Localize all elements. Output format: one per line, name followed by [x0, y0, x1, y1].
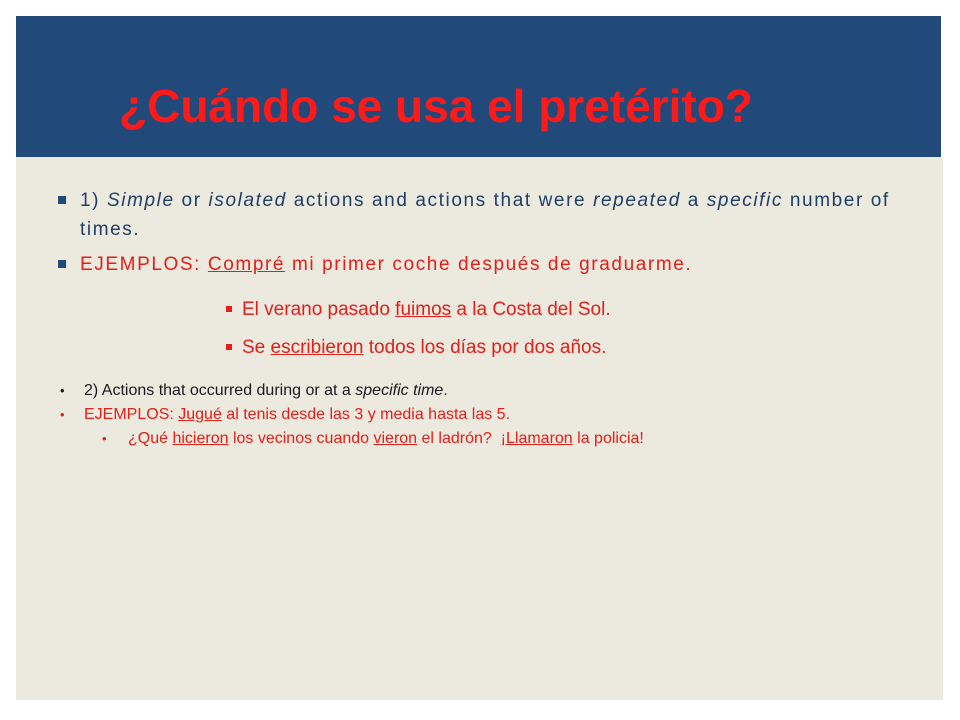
- round-bullet-icon: •: [60, 407, 65, 422]
- point-2-end: .: [443, 382, 448, 399]
- examples-1-verb: Compré: [207, 254, 286, 275]
- point-1-a: a: [680, 190, 707, 211]
- sub-example-2-before: Se: [242, 337, 271, 358]
- sub-example-3-verb-3: ¡Llamaron: [500, 430, 573, 447]
- slide-title: ¿Cuándo se usa el pretérito?: [119, 80, 753, 132]
- examples-1-label: EJEMPLOS:: [80, 254, 208, 275]
- point-1-specific: specific: [706, 190, 783, 211]
- sub-example-1-before: El verano pasado: [242, 299, 396, 320]
- sub-example-2-verb: escribieron: [270, 337, 364, 358]
- point-1-end: number of times.: [80, 190, 890, 240]
- sub-example-3: [60, 428, 644, 450]
- sub-example-3-verb-2: vieron: [373, 430, 418, 447]
- examples-2-rest: al tenis desde las 3 y media hasta las 5.: [221, 406, 511, 423]
- sub-example-3-p2: los vecinos cuando: [228, 430, 374, 447]
- square-bullet-icon: [58, 196, 66, 204]
- point-1-middle: actions and actions that were: [286, 190, 594, 211]
- sub-example-3-verb-1: hicieron: [172, 430, 229, 447]
- point-2-specific-time: specific time: [355, 382, 444, 399]
- examples-2-label: EJEMPLOS:: [84, 406, 179, 423]
- section-2-list: [60, 380, 644, 452]
- sub-example-3-p3: el ladrón?: [417, 430, 501, 447]
- section-1-list: [58, 186, 918, 285]
- point-1-prefix: 1): [80, 190, 107, 211]
- point-1-or: or: [174, 190, 209, 211]
- sub-example-1: [226, 296, 611, 324]
- sub-example-2: [226, 334, 611, 362]
- sub-example-1-after: a la Costa del Sol.: [451, 299, 611, 320]
- square-bullet-icon: [58, 260, 66, 268]
- round-bullet-icon: •: [60, 383, 65, 398]
- examples-2-verb: Jugué: [178, 406, 222, 423]
- point-1-isolated: isolated: [208, 190, 287, 211]
- square-bullet-icon: [226, 344, 232, 350]
- examples-1-rest: mi primer coche después de graduarme.: [285, 254, 693, 275]
- sub-example-3-p1: ¿Qué: [128, 430, 173, 447]
- point-2: [60, 380, 644, 402]
- point-1-simple: Simple: [106, 190, 175, 211]
- sub-example-2-after: todos los días por dos años.: [363, 337, 607, 358]
- sub-example-1-verb: fuimos: [395, 299, 452, 320]
- point-1: [58, 186, 918, 244]
- examples-1: [58, 250, 918, 279]
- examples-2: [60, 404, 644, 426]
- point-2-prefix: 2) Actions that occurred during or at a: [84, 382, 356, 399]
- section-1-sub-examples: [226, 296, 611, 372]
- square-bullet-icon: [226, 306, 232, 312]
- round-bullet-icon: •: [102, 431, 107, 446]
- sub-example-3-p4: la policia!: [572, 430, 644, 447]
- point-1-repeated: repeated: [593, 190, 681, 211]
